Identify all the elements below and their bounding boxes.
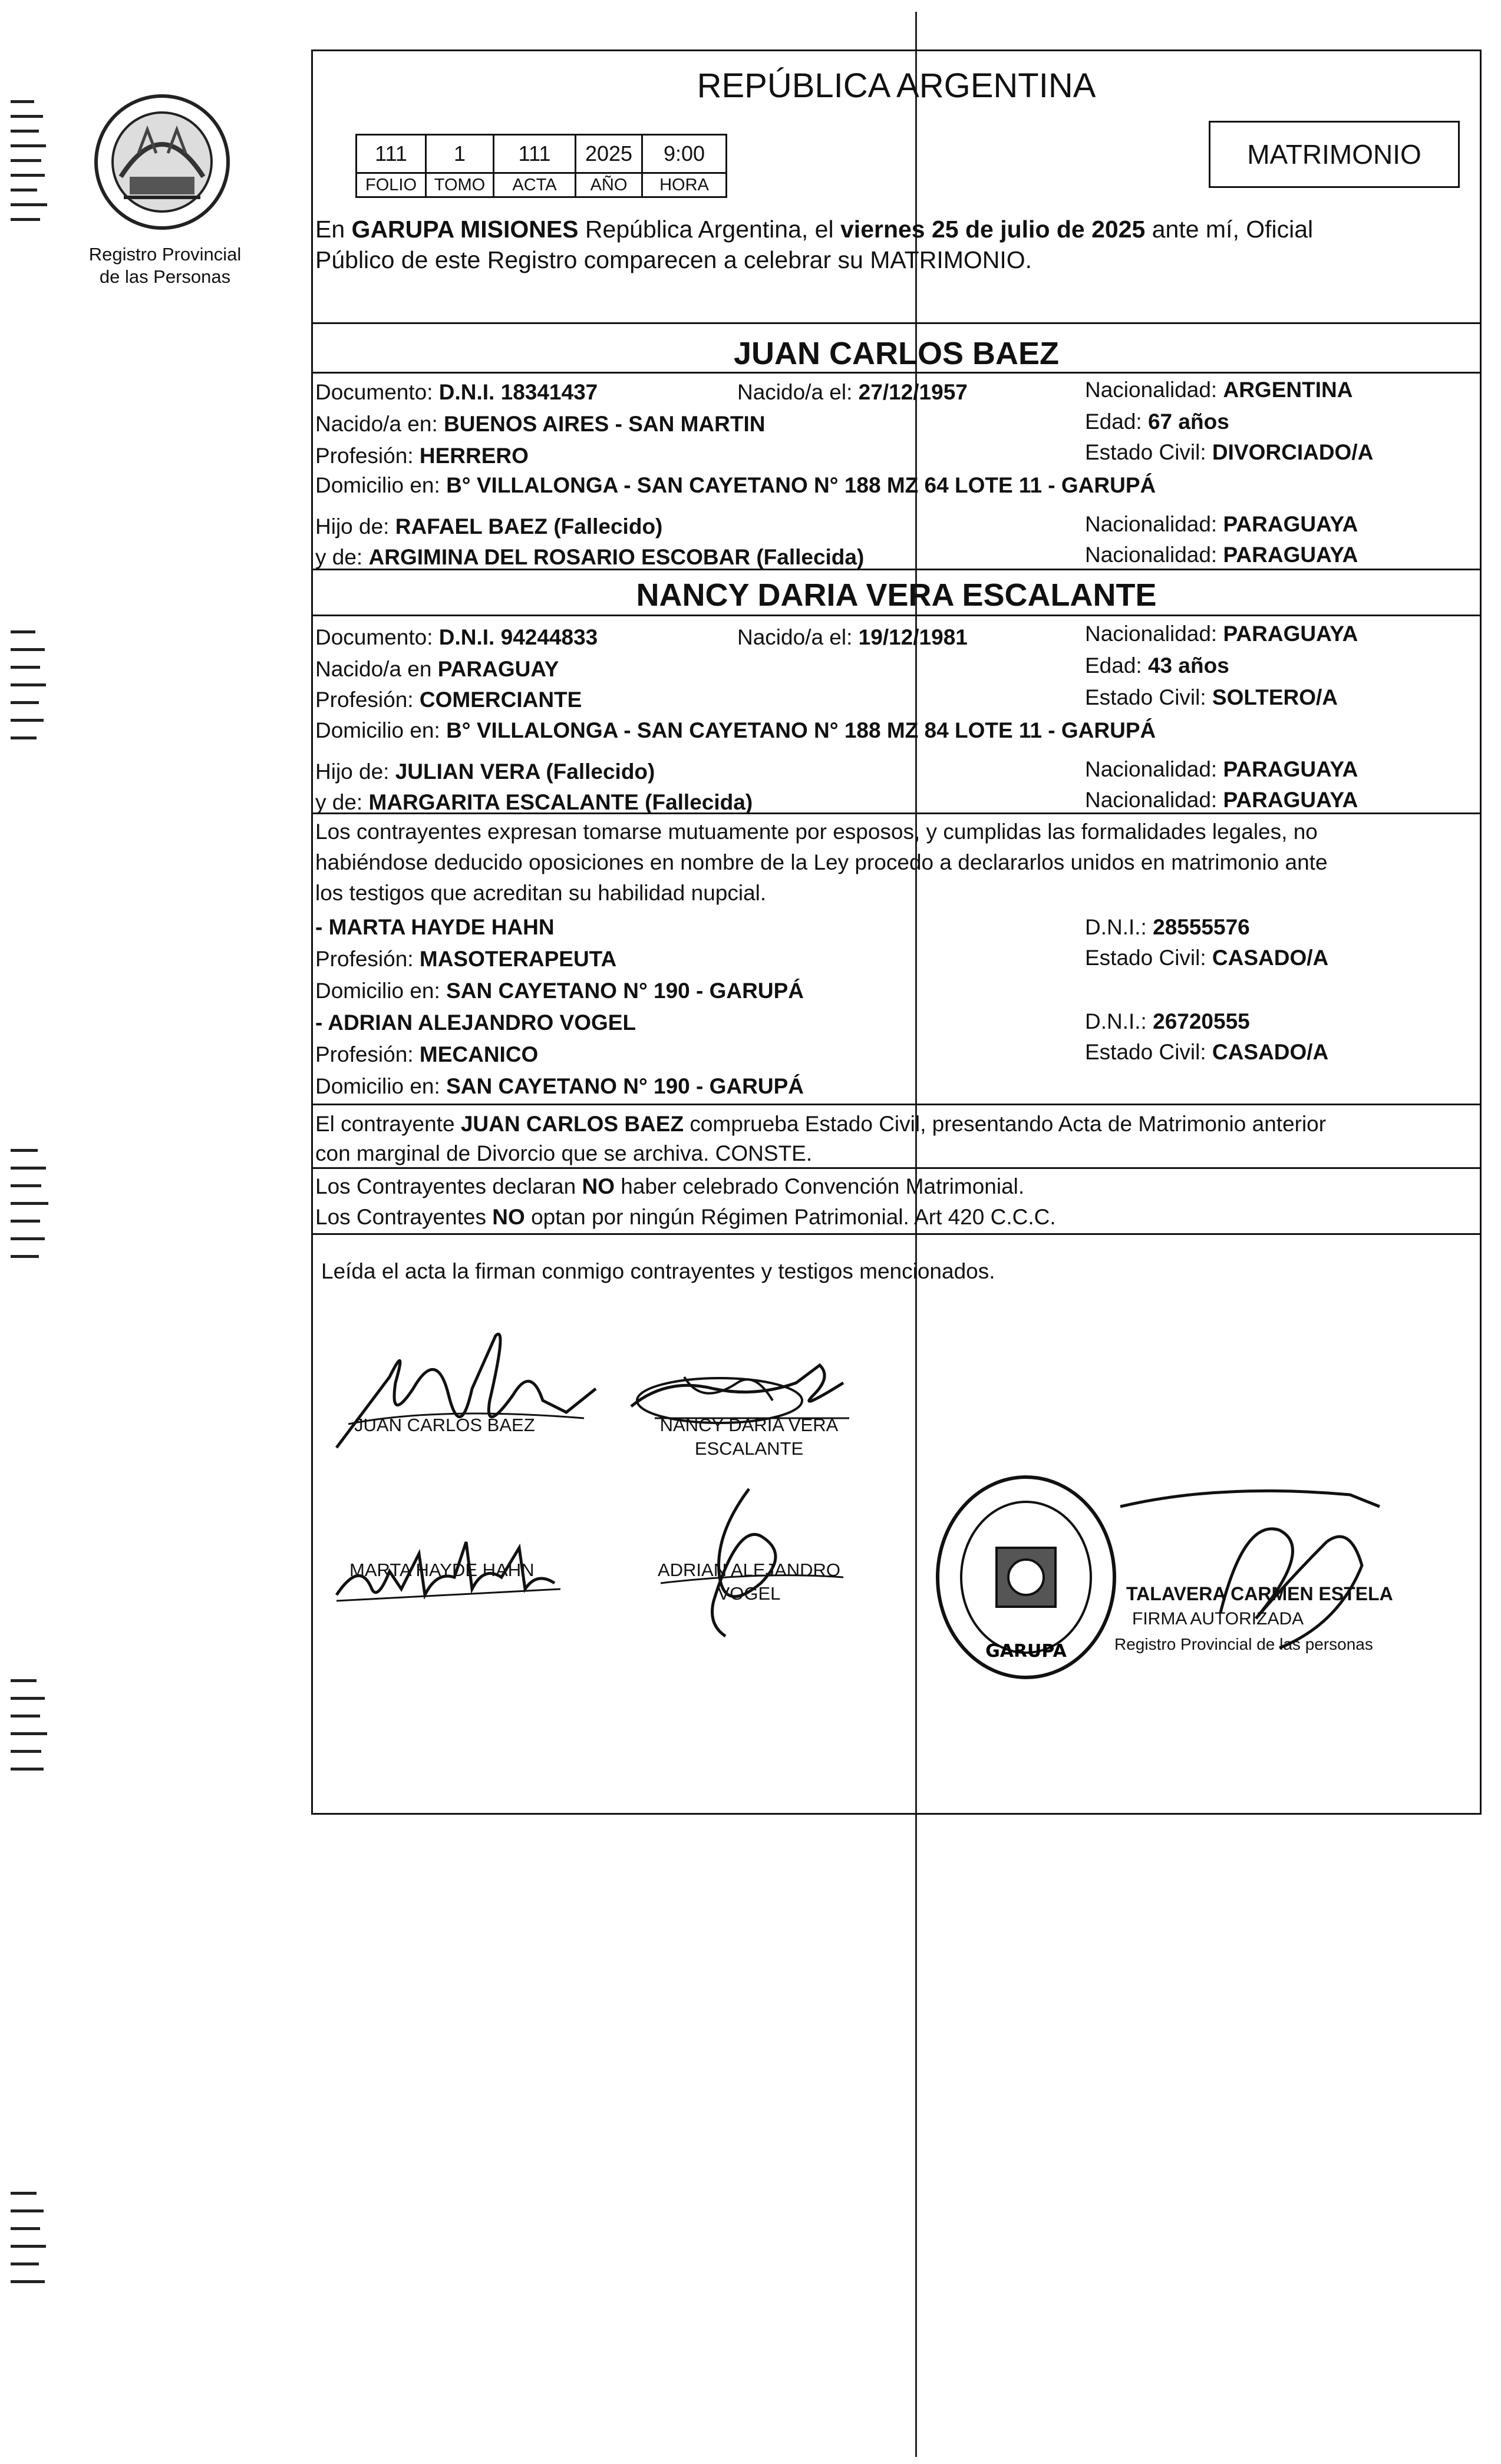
anio-label: AÑO: [576, 173, 642, 197]
bride-civil-status: Estado Civil: SOLTERO/A: [1085, 685, 1338, 709]
scan-artifact: [11, 1667, 52, 1803]
hora-label: HORA: [642, 173, 727, 197]
groom-mother-nationality: Nacionalidad: PARAGUAYA: [1085, 543, 1358, 567]
official-name: TALAVERA CARMEN ESTELA: [1126, 1583, 1393, 1604]
scan-artifact: [11, 619, 52, 760]
divider: [313, 1167, 1480, 1169]
bride-signature-label-1: NANCY DARIA VERA: [659, 1415, 839, 1435]
registry-table: [355, 134, 727, 198]
intro-line-2: Público de este Registro comparecen a celebrar su MATRIMONIO.: [315, 246, 1032, 273]
bride-nationality: Nacionalidad: PARAGUAYA: [1085, 622, 1358, 646]
scan-artifact: [11, 88, 52, 242]
witness-1-dni: D.N.I.: 28555576: [1085, 915, 1250, 939]
groom-father: Hijo de: RAFAEL BAEZ (Fallecido): [315, 514, 663, 539]
declaration-line-1: Los contrayentes expresan tomarse mutuamente por esposos, y cumplidas las formalidades legales, no: [315, 820, 1318, 844]
bride-profession: Profesión: COMERCIANTE: [315, 688, 582, 712]
bride-birthplace: Nacido/a en PARAGUAY: [315, 657, 559, 681]
groom-name: JUAN CARLOS BAEZ: [733, 336, 1060, 371]
folio-label: FOLIO: [357, 173, 426, 197]
groom-signature-label: JUAN CARLOS BAEZ: [354, 1415, 535, 1435]
civil-status-note-2: con marginal de Divorcio que se archiva. CONSTE.: [315, 1141, 813, 1165]
registry-caption-2: de las Personas: [99, 266, 231, 287]
witness-1-name: - MARTA HAYDE HAHN: [315, 915, 555, 939]
groom-document: Documento: D.N.I. 18341437: [315, 380, 598, 404]
official-stamp-icon: [926, 1465, 1126, 1689]
tomo-value: 1: [426, 135, 494, 173]
groom-father-nationality: Nacionalidad: PARAGUAYA: [1085, 512, 1358, 536]
tomo-label: TOMO: [426, 173, 494, 197]
marriage-certificate: [311, 49, 1482, 1815]
bride-signature-label-2: ESCALANTE: [694, 1438, 804, 1459]
witness-2-name: - ADRIAN ALEJANDRO VOGEL: [315, 1010, 636, 1035]
acta-value: 111: [494, 135, 576, 173]
divider: [313, 1104, 1480, 1105]
bride-mother-nationality: Nacionalidad: PARAGUAYA: [1085, 788, 1358, 812]
bride-mother: y de: MARGARITA ESCALANTE (Fallecida): [315, 790, 753, 814]
folio-value: 111: [357, 135, 426, 173]
official-authorized: FIRMA AUTORIZADA: [1132, 1609, 1304, 1629]
registry-logo: [88, 88, 236, 236]
acta-label: ACTA: [494, 173, 576, 197]
groom-nationality: Nacionalidad: ARGENTINA: [1085, 378, 1353, 402]
groom-signature: [319, 1300, 649, 1477]
bride-age: Edad: 43 años: [1085, 653, 1229, 678]
witness-1-civil-status: Estado Civil: CASADO/A: [1085, 946, 1329, 970]
bride-father: Hijo de: JULIAN VERA (Fallecido): [315, 759, 655, 784]
divider: [313, 812, 1480, 814]
civil-status-note-1: El contrayente JUAN CARLOS BAEZ comprueba Estado Civil, presentando Acta de Matrimonio anterior: [315, 1112, 1327, 1136]
groom-birthdate: Nacido/a el: 27/12/1957: [737, 380, 968, 404]
divider: [313, 615, 1480, 616]
groom-age: Edad: 67 años: [1085, 409, 1229, 434]
groom-profession: Profesión: HERRERO: [315, 444, 529, 468]
registry-caption-1: Registro Provincial: [88, 244, 242, 265]
groom-address: Domicilio en: B° VILLALONGA - SAN CAYETANO N° 188 MZ 64 LOTE 11 - GARUPÁ: [315, 473, 1156, 497]
groom-birthplace: Nacido/a en: BUENOS AIRES - SAN MARTIN: [315, 412, 766, 436]
groom-civil-status: Estado Civil: DIVORCIADO/A: [1085, 440, 1374, 464]
closing-statement: Leída el acta la firman conmigo contrayentes y testigos mencionados.: [321, 1259, 995, 1283]
bride-birthdate: Nacido/a el: 19/12/1981: [737, 625, 968, 649]
groom-mother: y de: ARGIMINA DEL ROSARIO ESCOBAR (Fallecida): [315, 545, 865, 569]
declaration-line-3: los testigos que acreditan su habilidad nupcial.: [315, 881, 767, 905]
scan-artifact: [11, 1137, 52, 1284]
witness-2-civil-status: Estado Civil: CASADO/A: [1085, 1040, 1329, 1064]
bride-name: NANCY DARIA VERA ESCALANTE: [636, 577, 1157, 613]
witness-2-address: Domicilio en: SAN CAYETANO N° 190 - GARUPÁ: [315, 1074, 804, 1098]
witness-2-signature: [643, 1465, 855, 1642]
hora-value: 9:00: [642, 135, 727, 173]
witness-2-signature-label-1: ADRIAN ALEJANDRO: [657, 1560, 841, 1580]
stamp-bottom-text: GARUPÁ: [985, 1641, 1067, 1662]
declaration-line-2: habiéndose deducido oposiciones en nombre de la Ley procedo a declararlos unidos en matrimonio ante: [315, 850, 1328, 874]
witness-2-signature-label-2: VOGEL: [717, 1583, 781, 1604]
regime-line-1: Los Contrayentes declaran NO haber celebrado Convención Matrimonial.: [315, 1174, 1025, 1198]
divider: [313, 569, 1480, 570]
act-type-box: MATRIMONIO: [1209, 121, 1460, 188]
bride-document: Documento: D.N.I. 94244833: [315, 625, 598, 649]
anio-value: 2025: [576, 135, 642, 173]
divider: [313, 1233, 1480, 1235]
misiones-seal-icon: [88, 88, 236, 236]
witness-2-profession: Profesión: MECANICO: [315, 1042, 539, 1066]
official-registry: Registro Provincial de las personas: [1114, 1635, 1373, 1653]
scan-artifact: [11, 2180, 52, 2310]
document-title: REPÚBLICA ARGENTINA: [697, 67, 1096, 105]
bride-father-nationality: Nacionalidad: PARAGUAYA: [1085, 757, 1358, 781]
divider: [313, 322, 1480, 324]
witness-1-address: Domicilio en: SAN CAYETANO N° 190 - GARUPÁ: [315, 979, 804, 1003]
regime-line-2: Los Contrayentes NO optan por ningún Régimen Patrimonial. Art 420 C.C.C.: [315, 1205, 1056, 1229]
intro-line-1: En GARUPA MISIONES República Argentina, el viernes 25 de julio de 2025 ante mí, Oficial: [315, 216, 1314, 243]
divider: [313, 372, 1480, 374]
witness-1-profession: Profesión: MASOTERAPEUTA: [315, 947, 617, 971]
bride-address: Domicilio en: B° VILLALONGA - SAN CAYETANO N° 188 MZ 84 LOTE 11 - GARUPÁ: [315, 718, 1156, 742]
witness-2-dni: D.N.I.: 26720555: [1085, 1009, 1250, 1033]
witness-1-signature-label: MARTA HAYDE HAHN: [349, 1560, 535, 1580]
